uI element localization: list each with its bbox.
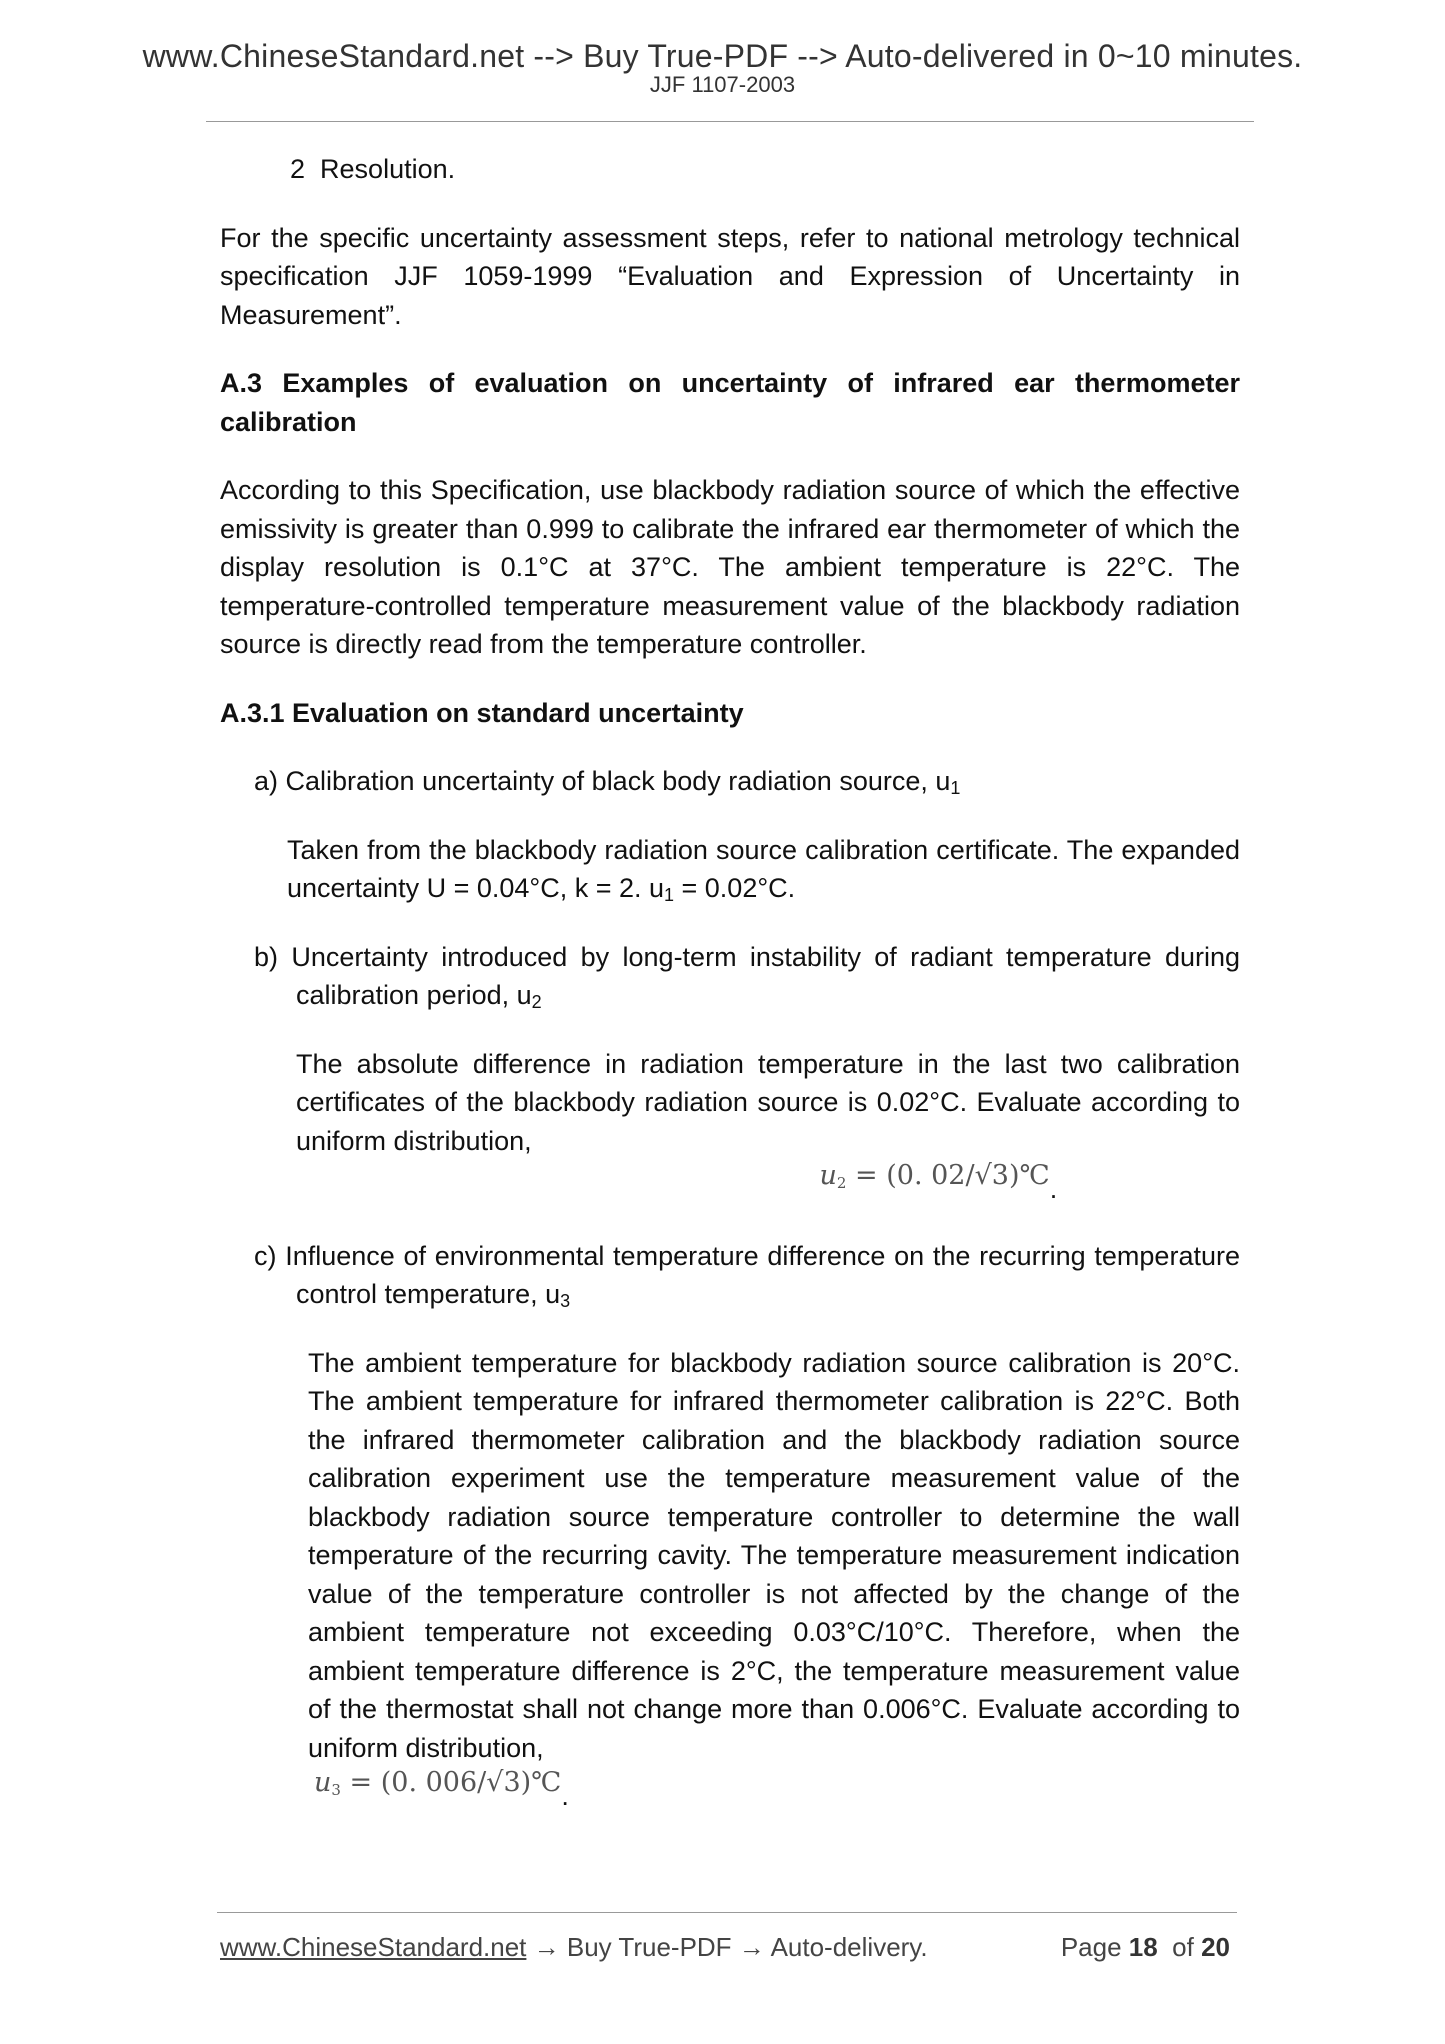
total-pages: 20 bbox=[1201, 1932, 1230, 1962]
item-c-text: The ambient temperature for blackbody radiation source calibration is 20°C. The ambient temperature for infrared thermometer calibration is 22°C. Both the infrared thermometer calibration and the blackbody radiation source calibration experiment use the temperature measurement value of the blackbody radiation source temperature controller to determine the wall temperature of the recurring cavity. The temperature measurement indication value of the temperature controller is not affected by the change of the ambient temperature not exceeding 0.03°C/10°C. Therefore, when the ambient temperature difference is 2°C, the temperature measurement value of the thermostat shall not change more than 0.006°C. Evaluate according to uniform distribution, bbox=[308, 1347, 1240, 1763]
header-divider bbox=[206, 121, 1254, 122]
list-item-number: 2 bbox=[290, 154, 306, 184]
footer-site-link[interactable]: www.ChineseStandard.net bbox=[220, 1932, 527, 1962]
paragraph-a3: According to this Specification, use blackbody radiation source of which the effective emissivity is greater than 0.999 to calibrate the infrared ear thermometer of which the display resolution is 0.1°C at 37°C. The ambient temperature is 22°C. The temperature-controlled temperature measurement value of the blackbody radiation source is directly read from the temperature controller. bbox=[220, 475, 1240, 659]
formula-u2-line: u2 = (0. 02/√3)℃. bbox=[296, 1170, 1240, 1217]
item-b-text: The absolute difference in radiation temperature in the last two calibration certificates of the blackbody radiation source is 0.02°C. Evaluate according to uniform distribution, bbox=[296, 1048, 1240, 1156]
formula-u3: u3 = (0. 006/√3)℃ bbox=[314, 1767, 562, 1799]
item-a-text: Taken from the blackbody radiation source calibration certificate. The expanded uncertainty U = 0.04°C, k = 2. $u_1 = 0.02^\circ C$. bbox=[287, 834, 1240, 905]
footer-divider bbox=[217, 1912, 1237, 1913]
page-indicator: Page 18 of 20 bbox=[1060, 1932, 1230, 1962]
footer-tagline: → Buy True-PDF → Auto-delivery. bbox=[526, 1932, 928, 1962]
list-item-text: Resolution. bbox=[320, 154, 456, 184]
top-banner: www.ChineseStandard.net --> Buy True-PDF --> Auto-delivered in 0~10 minutes. bbox=[142, 38, 1303, 74]
formula-u3-line: u3 = (0. 006/√3)℃. bbox=[308, 1777, 1240, 1824]
list-item-resolution bbox=[290, 150, 1240, 189]
document-code: JJF 1107-2003 bbox=[649, 72, 796, 97]
heading-a3-1: A.3.1 Evaluation on standard uncertainty bbox=[220, 697, 744, 728]
paragraph-spec-reference: For the specific uncertainty assessment steps, refer to national metrology technical specification JJF 1059-1999 “Evaluation and Expression of Uncertainty in Measurement”. bbox=[220, 222, 1240, 330]
item-a-title: a) Calibration uncertainty of black body radiation source, $u_1$ bbox=[254, 766, 961, 798]
formula-u2: u2 = (0. 02/√3)℃ bbox=[819, 1160, 1050, 1192]
current-page: 18 bbox=[1128, 1932, 1158, 1962]
item-c-title: c) Influence of environmental temperature difference on the recurring temperature control temperature, $u_3$ bbox=[254, 1240, 1240, 1311]
heading-a3: A.3 Examples of evaluation on uncertainty of infrared ear thermometer calibration bbox=[220, 368, 1240, 437]
item-b-title: b) Uncertainty introduced by long-term instability of radiant temperature during calibration period, $u_2$ bbox=[254, 941, 1240, 1012]
page-content bbox=[220, 150, 1240, 1824]
footer-links bbox=[220, 1932, 928, 1963]
